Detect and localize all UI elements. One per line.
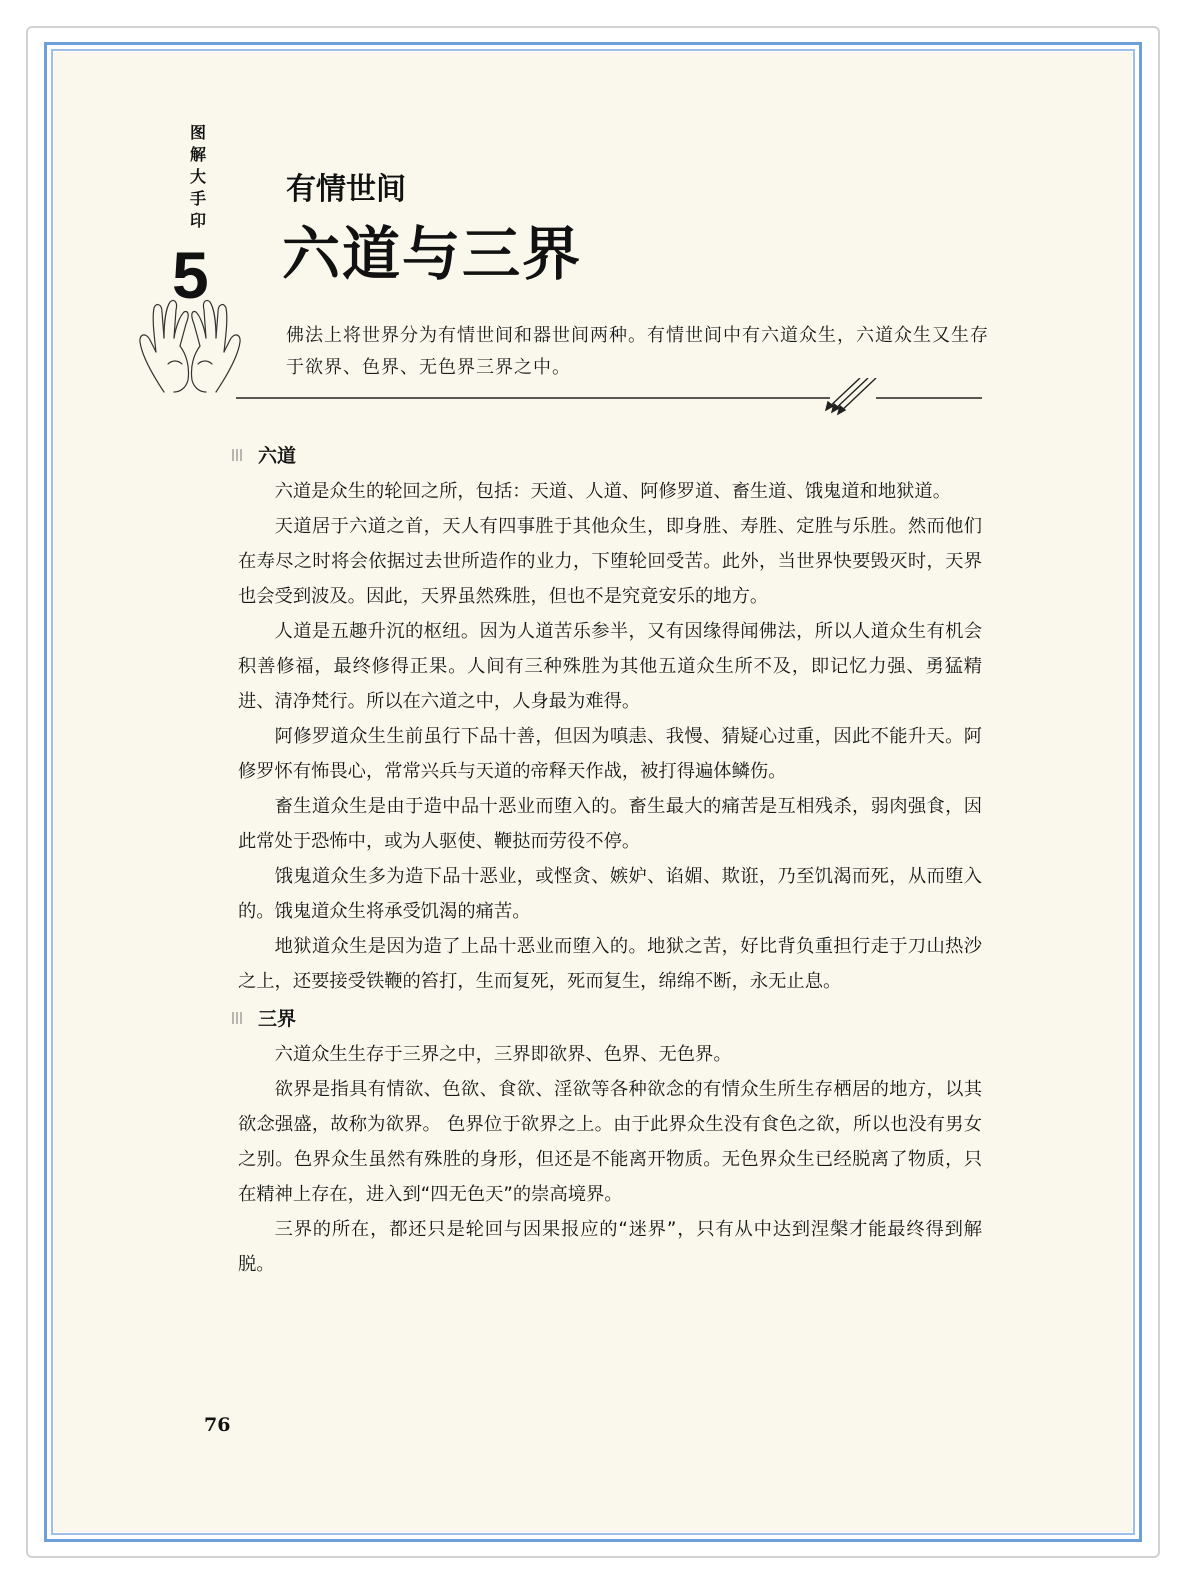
paragraph: 饿鬼道众生多为造下品十恶业，或悭贪、嫉妒、谄媚、欺诳，乃至饥渴而死，从而堕入的。饿鬼道众生将承受饥渴的痛苦。 [238,866,982,922]
page-number: 76 [204,1414,231,1436]
section-three-realms [238,1001,982,1282]
section-subtitle: 有情世间 [286,172,406,207]
section-marker-icon [232,449,242,461]
paragraph: 人道是五趣升沉的枢纽。因为人道苦乐参半，又有因缘得闻佛法，所以人道众生有机会积善修福，最终修得正果。人间有三种殊胜为其他五道众生所不及，即记忆力强、勇猛精进、清净梵行。所以在六道之中，人身最为难得。 [238,621,982,712]
paragraph: 地狱道众生是因为造了上品十恶业而堕入的。地狱之苦，好比背负重担行走于刀山热沙之上，还要接受铁鞭的笞打，生而复死，死而复生，绵绵不断，永无止息。 [238,936,982,992]
main-content [238,436,982,1282]
section-six-realms [238,438,982,999]
book-page [54,52,1132,1532]
intro-paragraph: 佛法上将世界分为有情世间和器世间两种。有情世间中有六道众生，六道众生又生存于欲界、色界、无色界三界之中。 [286,325,989,378]
arrow-divider [236,378,982,422]
paragraph: 天道居于六道之首，天人有四事胜于其他众生，即身胜、寿胜、定胜与乐胜。然而他们在寿尽之时将会依据过去世所造作的业力，下堕轮回受苦。此外，当世界快要毁灭时，天界也会受到波及。因此，天界虽然殊胜，但也不是究竟安乐的地方。 [238,516,982,607]
section-heading: 六道 [238,438,982,474]
section-marker-icon [232,1012,242,1024]
paragraph: 欲界是指具有情欲、色欲、食欲、淫欲等各种欲念的有情众生所生存栖居的地方，以其欲念强盛，故称为欲界。 色界位于欲界之上。由于此界众生没有食色之欲，所以也没有男女之别。色界众生虽然有殊胜的身形，但还是不能离开物质。无色界众生已经脱离了物质，只在精神上存在，进入到“四无色天”的崇高境界。 [238,1079,982,1205]
series-side-label: 图解大手印 [189,123,206,230]
paragraph: 畜生道众生是由于造中品十恶业而堕入的。畜生最大的痛苦是互相残杀，弱肉强食，因此常处于恐怖中，或为人驱使、鞭挞而劳役不停。 [238,796,982,852]
arrows-icon [826,378,876,414]
paragraph: 阿修罗道众生生前虽行下品十善，但因为嗔恚、我慢、猜疑心过重，因此不能升天。阿修罗怀有怖畏心，常常兴兵与天道的帝释天作战，被打得遍体鳞伤。 [238,726,982,782]
paragraph: 三界的所在，都还只是轮回与因果报应的“迷界”，只有从中达到涅槃才能最终得到解脱。 [238,1219,982,1275]
mudra-hands-icon [134,294,246,394]
section-heading: 三界 [238,1001,982,1037]
paragraph: 六道众生生存于三界之中，三界即欲界、色界、无色界。 [274,1044,732,1065]
page-title: 六道与三界 [282,220,583,288]
chapter-number: 5 [172,238,209,312]
paragraph: 六道是众生的轮回之所，包括：天道、人道、阿修罗道、畜生道、饿鬼道和地狱道。 [274,481,951,502]
